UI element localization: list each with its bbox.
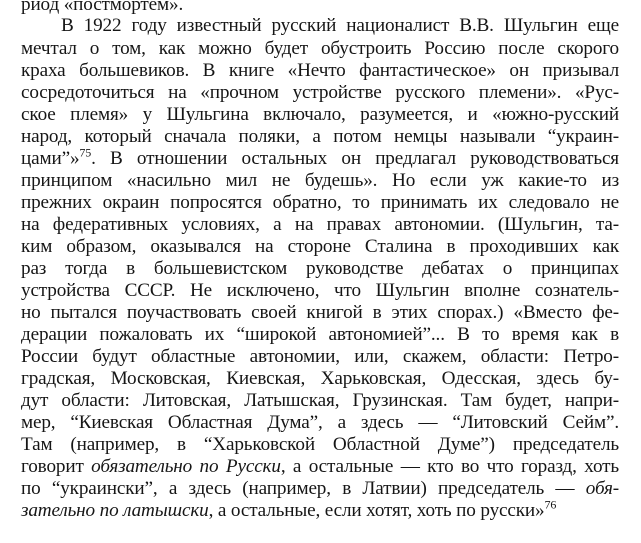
text-line-17: градская, Московская, Киевская, Харьковская, Одесская, здесь бу- bbox=[21, 368, 619, 389]
text-line-3: краха большевиков. В книге «Нечто фантастическое» он призывал bbox=[21, 60, 619, 81]
text-line-9: прежних окраин попросятся обратно, то принимать их следовало не bbox=[21, 192, 619, 213]
text-line-23: зательно по латышски, а остальные, если хотят, хоть по русски»$^{76}$ bbox=[21, 497, 557, 521]
footnote-ref-75: 75 bbox=[79, 145, 92, 160]
text-line-8: принципом «насильно мил не будешь». Но если уж какие-то из bbox=[21, 170, 619, 191]
text-line-15: дерации пожаловать их “широкой автономией”... В то время как в bbox=[21, 324, 619, 345]
text-line-20: Там (например, в “Харьковской Областной Думе”) председатель bbox=[21, 434, 619, 455]
text-line-1: В 1922 году известный русский националист В.В. Шульгин еще bbox=[61, 15, 619, 36]
text-line-5: ское племя» у Шульгина включало, разумеется, и «южно-русский bbox=[21, 104, 619, 125]
text-line-11: ким образом, оказывался на стороне Сталина в проходивших как bbox=[21, 236, 619, 257]
text-line-16: России будут областные автономии, или, скажем, области: Петро- bbox=[21, 346, 619, 367]
text-line-19: мер, “Киевская Областная Дума”, а здесь — “Литовский Сейм”. bbox=[21, 412, 619, 433]
text-line-4: сосредоточиться на «прочном устройстве русского племени». «Рус- bbox=[21, 82, 619, 103]
text-line-21: говорит обязательно по Русски, а остальные — кто во что горазд, хоть bbox=[21, 456, 619, 477]
footnote-ref-76: 76 bbox=[544, 497, 557, 512]
text-line-14: но пытался поучаствовать своей книгой в этих спорах.) «Вместо фе- bbox=[21, 302, 619, 323]
text-line-6: народ, который сначала поляки, а потом немцы называли “украин- bbox=[21, 126, 619, 147]
text-line-0: риод «постмортем». bbox=[21, 0, 184, 15]
text-line-22: по “украински”, а здесь (например, в Латвии) председатель — обя- bbox=[21, 478, 619, 499]
text-line-2: мечтал о том, как можно будет обустроить Россию после скорого bbox=[21, 38, 619, 59]
text-line-12: раз тогда в большевистском руководстве дебатах о принципах bbox=[21, 258, 619, 279]
text-line-7: цами”»$^{75}$. В отношении остальных он предлагал руководствоваться bbox=[21, 145, 619, 169]
text-line-10: на федеративных условиях, а на правах автономии. (Шульгин, та- bbox=[21, 214, 619, 235]
text-line-13: устройства СССР. Не исключено, что Шульгин вполне сознатель- bbox=[21, 280, 619, 301]
text-line-18: дут области: Литовская, Латышская, Грузинская. Там будет, напри- bbox=[21, 390, 619, 411]
